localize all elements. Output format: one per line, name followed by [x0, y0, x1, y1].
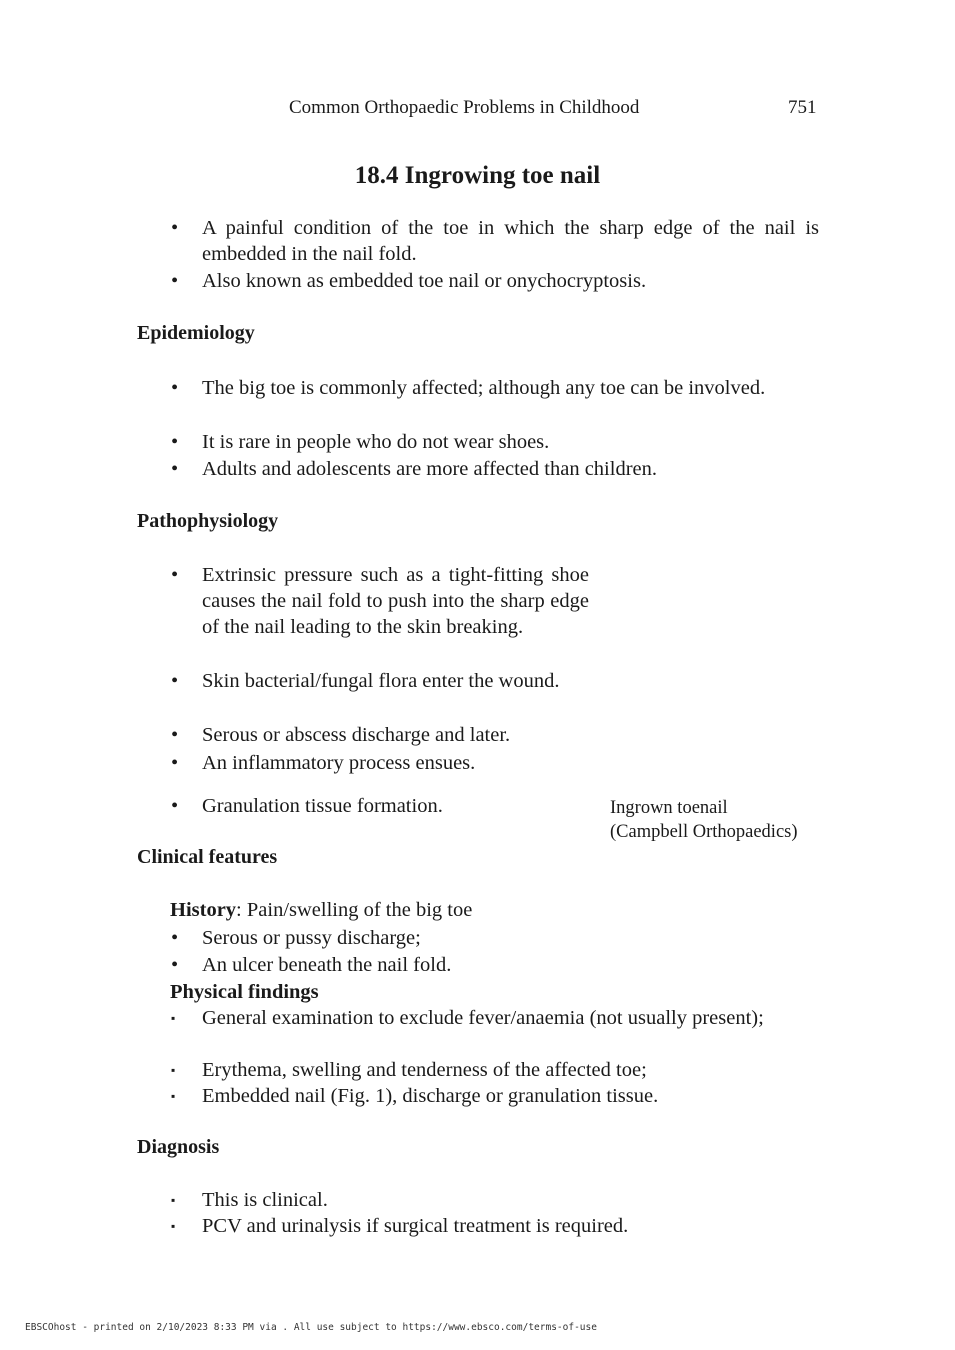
- bullet-marker: •: [171, 377, 179, 399]
- list-item-text: The big toe is commonly affected; although any toe can be involved.: [202, 377, 766, 399]
- list-item-text: Serous or pussy discharge;: [202, 927, 421, 949]
- list-item-text: General examination to exclude fever/anaemia (not usually present);: [202, 1007, 764, 1029]
- square-bullet-marker: ▪: [171, 1219, 176, 1233]
- list-item-text: Skin bacterial/fungal flora enter the wound.: [202, 670, 560, 692]
- list-item-text: Embedded nail (Fig. 1), discharge or granulation tissue.: [202, 1085, 659, 1107]
- square-bullet-marker: ▪: [171, 1089, 176, 1103]
- list-item-text: This is clinical.: [202, 1189, 328, 1211]
- bullet-marker: •: [171, 670, 179, 692]
- clinical-features-heading: Clinical features: [137, 846, 278, 868]
- print-footer: EBSCOhost - printed on 2/10/2023 8:33 PM via . All use subject to https://www.ebsco.com/terms-of-use: [25, 1322, 597, 1333]
- history-text: : Pain/swelling of the big toe: [236, 899, 473, 921]
- list-item-text: An inflammatory process ensues.: [202, 752, 476, 774]
- square-bullet-marker: ▪: [171, 1193, 176, 1207]
- physical-findings-label: Physical findings: [170, 981, 319, 1003]
- history-label: History: [170, 899, 237, 921]
- list-item-text: Adults and adolescents are more affected than children.: [202, 458, 657, 480]
- list-item-text: It is rare in people who do not wear shoes.: [202, 431, 550, 453]
- list-item-text: Extrinsic pressure such as a tight-fitting shoe causes the nail fold to push into the sharp edge of the nail leading to the skin breaking.: [202, 564, 589, 638]
- list-item-text: Granulation tissue formation.: [202, 795, 443, 817]
- page-number: 751: [788, 97, 817, 118]
- history-line: [170, 897, 472, 923]
- square-bullet-marker: ▪: [171, 1063, 176, 1077]
- diagnosis-heading: Diagnosis: [137, 1136, 220, 1158]
- list-item-text: A painful condition of the toe in which the sharp edge of the nail is embedded in the nail fold.: [202, 217, 819, 265]
- bullet-marker: •: [171, 954, 179, 976]
- epidemiology-heading: Epidemiology: [137, 322, 255, 344]
- list-item-text: Erythema, swelling and tenderness of the affected toe;: [202, 1059, 647, 1081]
- square-bullet-marker: ▪: [171, 1011, 176, 1025]
- bullet-marker: •: [171, 752, 179, 774]
- bullet-marker: •: [171, 927, 179, 949]
- pathophysiology-heading: Pathophysiology: [137, 510, 279, 532]
- list-item-text: PCV and urinalysis if surgical treatment is required.: [202, 1215, 629, 1237]
- bullet-marker: •: [171, 217, 179, 239]
- bullet-marker: •: [171, 795, 179, 817]
- running-head: Common Orthopaedic Problems in Childhood: [289, 97, 640, 118]
- list-item-text: Also known as embedded toe nail or onychocryptosis.: [202, 270, 647, 292]
- figure-caption-source: (Campbell Orthopaedics): [610, 822, 798, 842]
- bullet-marker: •: [171, 724, 179, 746]
- bullet-marker: •: [171, 270, 179, 292]
- bullet-marker: •: [171, 564, 179, 586]
- list-item-text: An ulcer beneath the nail fold.: [202, 954, 452, 976]
- list-item-text: Serous or abscess discharge and later.: [202, 724, 511, 746]
- bullet-marker: •: [171, 431, 179, 453]
- figure-caption-title: Ingrown toenail: [610, 798, 728, 818]
- bullet-marker: •: [171, 458, 179, 480]
- section-title: 18.4 Ingrowing toe nail: [354, 162, 601, 189]
